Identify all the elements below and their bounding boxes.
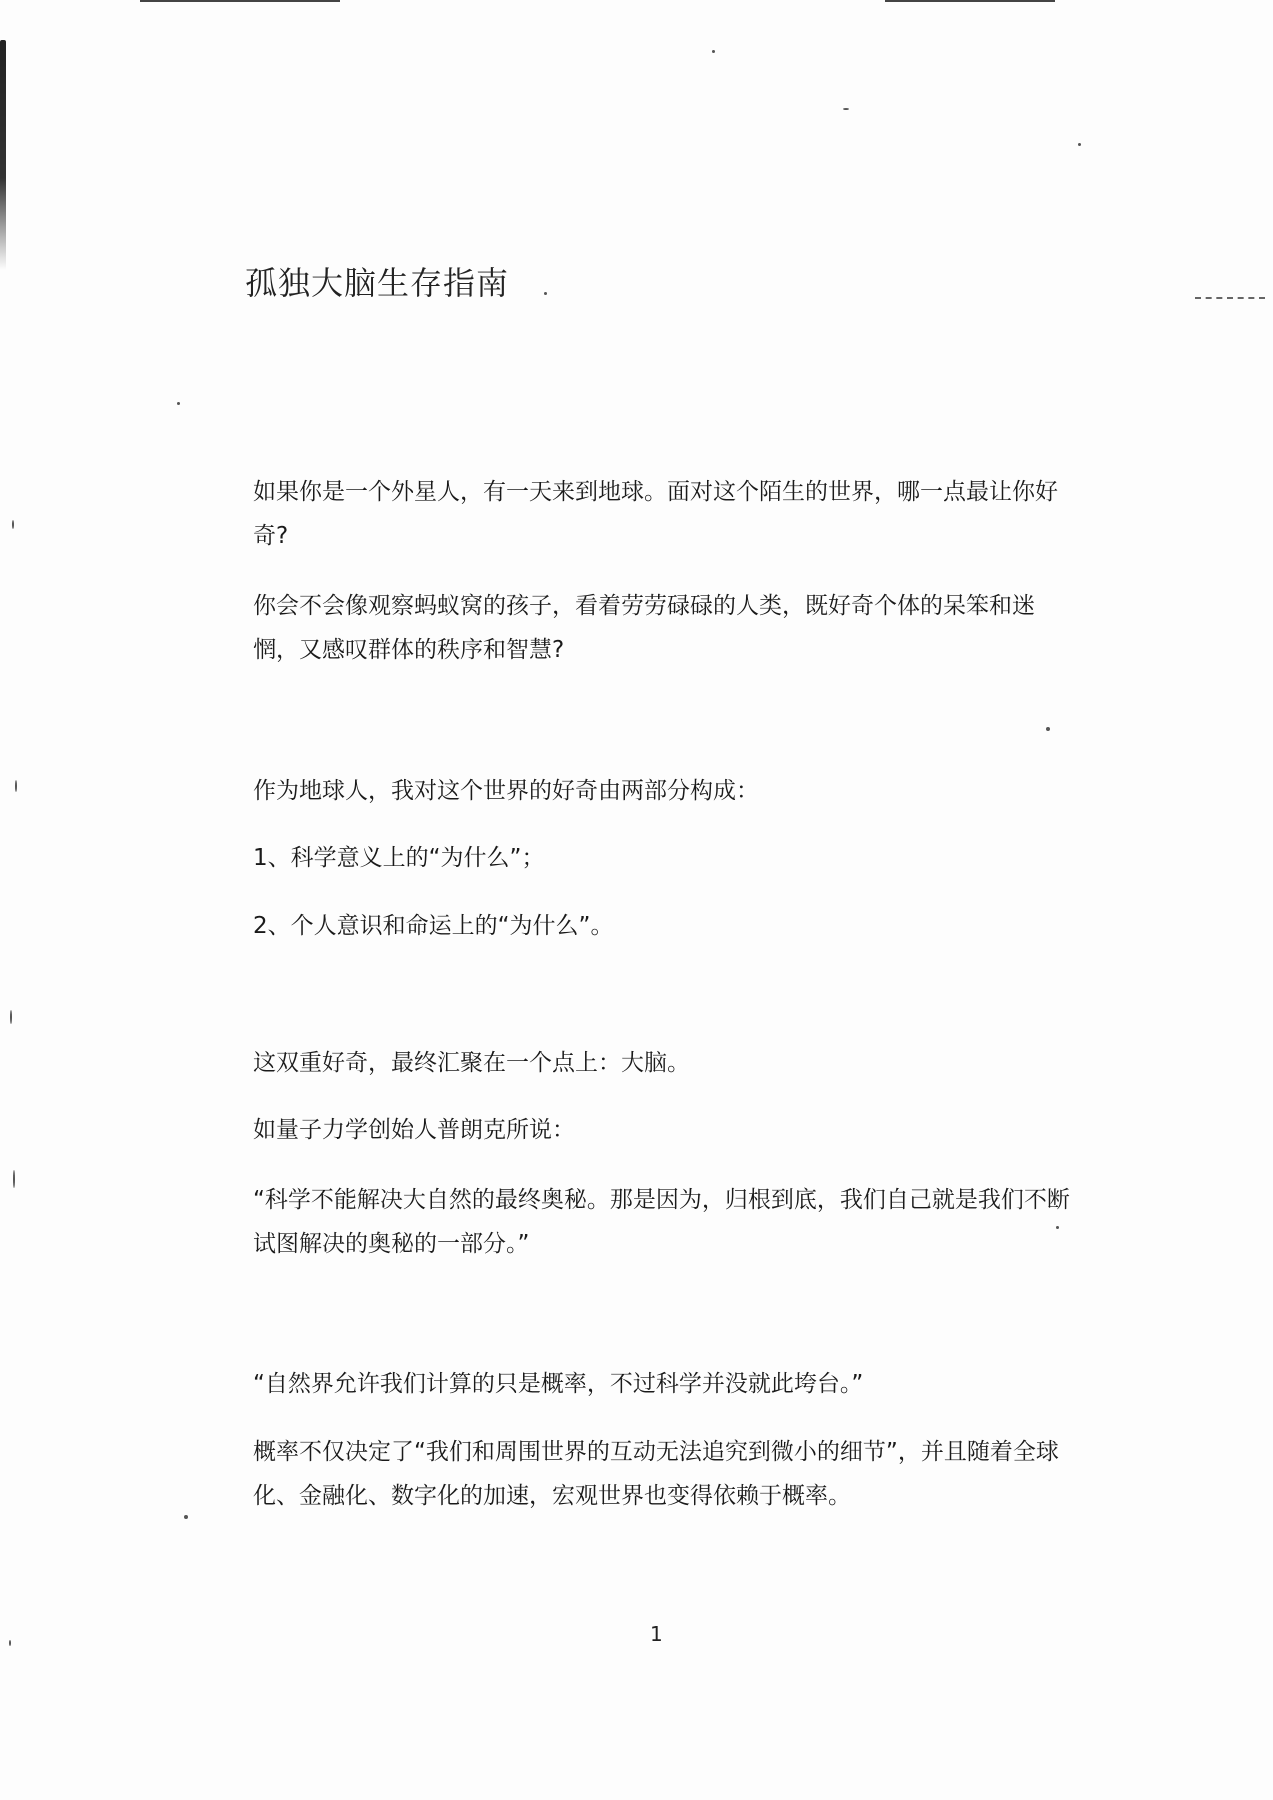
paragraph: 这双重好奇，最终汇聚在一个点上：大脑。 (253, 1050, 690, 1076)
scan-top-rule-right (885, 0, 1055, 2)
scan-speck (1078, 143, 1081, 146)
scan-speck (12, 520, 14, 529)
scan-speck (13, 1170, 15, 1188)
list-item: 2、个人意识和命运上的“为什么”。 (253, 913, 614, 939)
scan-speck (9, 1640, 11, 1646)
scan-speck (177, 402, 180, 405)
paragraph: 如量子力学创始人普朗克所说： (253, 1117, 575, 1143)
scan-speck (544, 292, 547, 295)
document-title: 孤独大脑生存指南 (245, 264, 510, 302)
scan-top-rule-left (140, 0, 340, 2)
page-number: 1 (650, 1622, 663, 1646)
quote: “科学不能解决大自然的最终奥秘。那是因为，归根到底，我们自己就是我们不断试图解决的奥秘的一部分。” (253, 1187, 1070, 1257)
scan-speck (1046, 727, 1050, 731)
scan-edge-mark (0, 40, 6, 270)
quote: “自然界允许我们计算的只是概率，不过科学并没就此垮台。” (253, 1371, 864, 1397)
scan-speck (843, 108, 849, 110)
scan-speck (10, 1010, 12, 1024)
paragraph: 作为地球人，我对这个世界的好奇由两部分构成： (253, 778, 759, 804)
paragraph: 如果你是一个外星人，有一天来到地球。面对这个陌生的世界，哪一点最让你好奇? (253, 479, 1058, 549)
scan-speck (712, 50, 715, 53)
paragraph: 你会不会像观察蚂蚁窝的孩子，看着劳劳碌碌的人类，既好奇个体的呆笨和迷惘，又感叹群体的秩序和智慧? (253, 593, 1035, 663)
list-item: 1、科学意义上的“为什么”； (253, 845, 545, 871)
paragraph: 概率不仅决定了“我们和周围世界的互动无法追究到微小的细节”，并且随着全球化、金融化、数字化的加速，宏观世界也变得依赖于概率。 (253, 1439, 1059, 1509)
scan-speck (184, 1515, 188, 1519)
scan-dash-rule (1195, 297, 1265, 299)
scan-speck (15, 780, 17, 792)
